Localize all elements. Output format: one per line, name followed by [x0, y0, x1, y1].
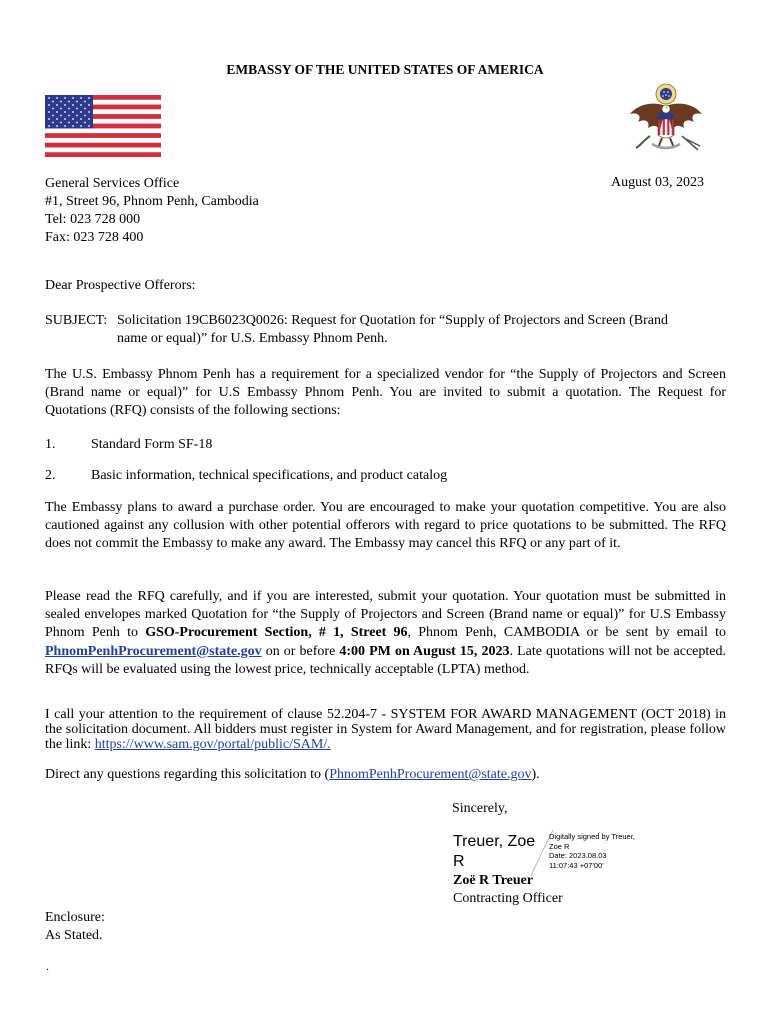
submission-text-4: . Late quotations will not be accepted. RFQs will be evaluated using the lowest price, technically acceptable (LPTA) method.: [45, 643, 726, 677]
sam-text: I call your attention to the requirement of clause 52.204-7 - SYSTEM FOR AWARD MANAGEMENT (OCT 2018) in the solicitation document. All bidders must register in System for Award Management, and for registration, please follow the link:: [45, 707, 726, 752]
submission-text-1: Please read the RFQ carefully, and if you are interested, submit your quotation. Your quotation must be submitted in sealed envelopes marked Quotation for “the Supply of Projectors and Screen (Brand name or equal)” for U.S Embassy Phnom Penh to: [45, 589, 726, 641]
sender-address: [45, 175, 259, 247]
submission-paragraph: [45, 588, 726, 679]
submission-text-3: on or before: [261, 643, 340, 659]
enclosure-block: [45, 909, 105, 945]
questions-paragraph: [45, 766, 726, 784]
questions-email-link[interactable]: PhnomPenhProcurement@state.gov: [329, 767, 532, 782]
award-paragraph: The Embassy plans to award a purchase order. You are encouraged to make your quotation competitive. You are also cautioned against any collusion with other potential offerors with regard to price quotations to be submitted. The RFQ does not commit the Embassy to make any award. The Embassy may cancel this RFQ or any part of it.: [45, 500, 726, 552]
closing: Sincerely,: [452, 801, 508, 816]
list-item-text: Standard Form SF-18: [91, 437, 213, 452]
list-item: [45, 468, 447, 484]
digital-signature-details: [549, 832, 659, 870]
salutation: Dear Prospective Offerors:: [45, 278, 196, 293]
sender-fax: Fax: 023 728 400: [45, 230, 144, 245]
submission-text-2: , Phnom Penh, CAMBODIA or be sent by email to: [407, 625, 726, 641]
enclosure-value: As Stated.: [45, 928, 103, 943]
list-item-text: Basic information, technical specifications, and product catalog: [91, 468, 448, 483]
list-item: [45, 437, 212, 453]
signature-name-line-1: Treuer, Zoe: [453, 833, 536, 850]
sender-street: #1, Street 96, Phnom Penh, Cambodia: [45, 194, 259, 209]
intro-paragraph: The U.S. Embassy Phnom Penh has a requirement for a specialized vendor for “the Supply of Projectors and Screen (Brand name or equal)” for U.S Embassy Phnom Penh. You are invited to submit a quotation. The Request for Quotations (RFQ) consists of the following sections:: [45, 367, 726, 419]
list-item-number: 2.: [45, 468, 56, 483]
submission-deadline: 4:00 PM on August 15, 2023: [339, 643, 510, 659]
signature-meta-3: Date: 2023.08.03: [549, 851, 607, 860]
signer-name: Zoë R Treuer: [453, 873, 534, 888]
subject-label: SUBJECT:: [45, 313, 108, 328]
sam-paragraph: [45, 707, 726, 752]
subject-line-2: name or equal)” for U.S. Embassy Phnom Penh.: [117, 331, 388, 346]
page-title: EMBASSY OF THE UNITED STATES OF AMERICA: [226, 62, 544, 77]
signature-name-line-2: R: [453, 853, 465, 870]
sender-tel: Tel: 023 728 000: [45, 212, 141, 227]
questions-text-1: Direct any questions regarding this solicitation to (: [45, 767, 330, 782]
great-seal-icon: [626, 82, 706, 164]
letter-date: August 03, 2023: [611, 175, 704, 190]
signature-meta-2: Zoe R: [549, 841, 570, 851]
questions-text-2: ).: [531, 767, 540, 782]
sender-office: General Services Office: [45, 176, 180, 191]
sam-link[interactable]: https://www.sam.gov/portal/public/SAM/.: [94, 737, 331, 752]
list-item-number: 1.: [45, 437, 56, 452]
signature-meta-1: Digitally signed by Treuer,: [549, 832, 635, 841]
trailing-mark: .: [46, 959, 49, 973]
enclosure-label: Enclosure:: [45, 910, 105, 925]
signer-title: Contracting Officer: [453, 891, 563, 906]
subject-line-1: Solicitation 19CB6023Q0026: Request for Quotation for “Supply of Projectors and Screen (Brand: [117, 313, 668, 328]
procurement-email-link[interactable]: PhnomPenhProcurement@state.gov: [45, 643, 262, 659]
subject-block: [45, 312, 726, 348]
us-flag-icon: [45, 95, 161, 157]
submission-address: GSO-Procurement Section, # 1, Street 96: [145, 625, 408, 641]
signature-meta-4: 11:07:43 +07'00': [549, 860, 604, 870]
